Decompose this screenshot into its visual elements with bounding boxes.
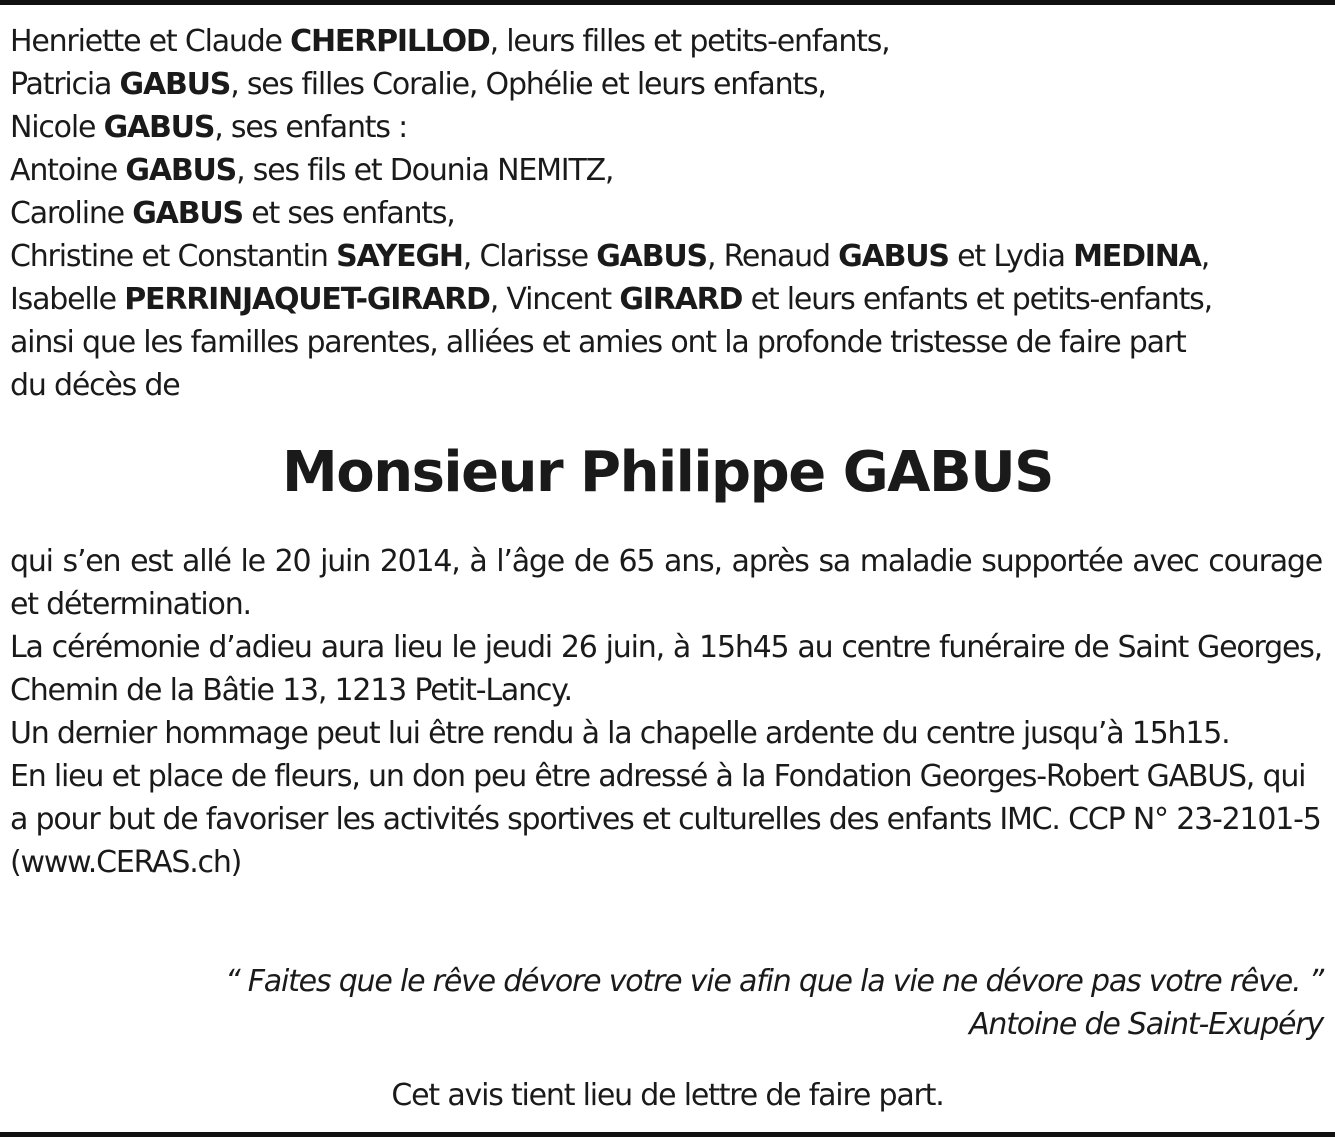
family-surname: GABUS bbox=[125, 153, 237, 188]
family-text: Patricia bbox=[10, 67, 120, 102]
family-text: Caroline bbox=[10, 196, 133, 231]
paragraph-death: qui s’en est allé le 20 juin 2014, à l’âge de 65 ans, après sa maladie supportée avec courage et détermination. bbox=[10, 544, 1322, 622]
family-line bbox=[10, 106, 1330, 149]
family-surname: GIRARD bbox=[619, 282, 743, 317]
family-text: , Renaud bbox=[706, 239, 839, 274]
family-line bbox=[10, 192, 1330, 235]
family-text: , ses fils et Dounia NEMITZ, bbox=[236, 153, 614, 188]
family-text: , ses filles Coralie, Ophélie et leurs enfants, bbox=[230, 67, 826, 102]
family-text: et Lydia bbox=[948, 239, 1074, 274]
notice-line: Cet avis tient lieu de lettre de faire part. bbox=[391, 1078, 944, 1113]
family-line bbox=[10, 278, 1330, 321]
family-surname: GABUS bbox=[119, 67, 231, 102]
family-text: et ses enfants, bbox=[242, 196, 455, 231]
family-text: Isabelle bbox=[10, 282, 125, 317]
family-text: , ses enfants : bbox=[214, 110, 408, 145]
family-surname: GABUS bbox=[838, 239, 949, 274]
family-line bbox=[10, 149, 1330, 192]
family-text: et leurs enfants et petits-enfants, bbox=[742, 282, 1212, 317]
family-line bbox=[10, 235, 1330, 278]
quote-block bbox=[225, 960, 1323, 1046]
quote-text: “ Faites que le rêve dévore votre vie afin que la vie ne dévore pas votre rêve. ” bbox=[225, 964, 1323, 999]
family-text: Nicole bbox=[10, 110, 104, 145]
family-surname: CHERPILLOD bbox=[290, 24, 490, 59]
family-text: ainsi que les familles parentes, alliées et amies ont la profonde tristesse de faire part bbox=[10, 325, 1186, 360]
family-surname: MEDINA bbox=[1073, 239, 1201, 274]
deceased-name: Monsieur Philippe GABUS bbox=[282, 440, 1053, 505]
paragraph-donation: En lieu et place de fleurs, un don peu être adressé à la Fondation Georges-Robert GABUS, qui a pour but de favoriser les activités sportives et culturelles des enfants IMC. CCP N° 23-2101-5 (www.CERAS.ch) bbox=[10, 759, 1321, 880]
family-line bbox=[10, 20, 1330, 63]
paragraph-ceremony: La cérémonie d’adieu aura lieu le jeudi 26 juin, à 15h45 au centre funéraire de Saint Georges, Chemin de la Bâtie 13, 1213 Petit-Lancy. bbox=[10, 630, 1322, 708]
family-surname: PERRINJAQUET-GIRARD bbox=[124, 282, 490, 317]
family-surname: GABUS bbox=[596, 239, 707, 274]
family-text: , bbox=[1200, 239, 1210, 274]
family-surname: GABUS bbox=[103, 110, 215, 145]
family-text: du décès de bbox=[10, 368, 180, 403]
family-surname: SAYEGH bbox=[336, 239, 463, 274]
paragraph-tribute: Un dernier hommage peut lui être rendu à la chapelle ardente du centre jusqu’à 15h15. bbox=[10, 716, 1230, 751]
family-text: , leurs filles et petits-enfants, bbox=[489, 24, 890, 59]
bottom-rule bbox=[0, 1132, 1335, 1137]
family-text: Antoine bbox=[10, 153, 126, 188]
family-line bbox=[10, 364, 1330, 407]
family-line bbox=[10, 321, 1330, 364]
family-line bbox=[10, 63, 1330, 106]
family-text: Christine et Constantin bbox=[10, 239, 337, 274]
family-surname: GABUS bbox=[132, 196, 243, 231]
family-text: Henriette et Claude bbox=[10, 24, 291, 59]
top-rule bbox=[0, 0, 1335, 5]
announcement-body bbox=[10, 540, 1322, 884]
quote-author: Antoine de Saint-Exupéry bbox=[969, 1007, 1323, 1042]
family-text: , Vincent bbox=[489, 282, 620, 317]
family-text: , Clarisse bbox=[462, 239, 597, 274]
family-list bbox=[10, 20, 1330, 407]
